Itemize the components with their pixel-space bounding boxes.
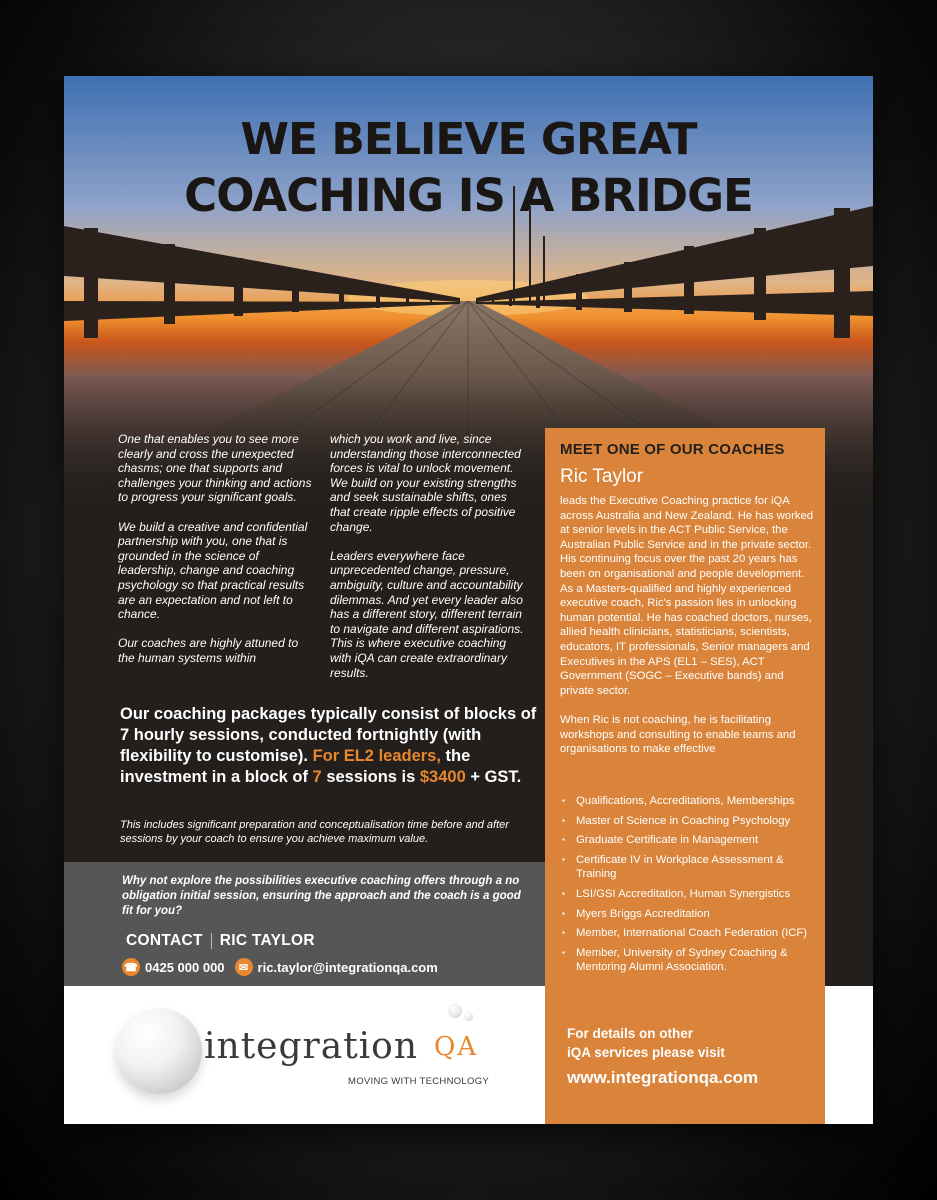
logo-text: integration (204, 1026, 419, 1067)
headline-line-1: WE BELIEVE GREAT (240, 114, 697, 165)
contact-label: CONTACT (126, 932, 203, 949)
details-line-2: iQA services please visit (567, 1045, 725, 1060)
list-item: ▪ Member, University of Sydney Coaching & Mentoring Alumni Association. (560, 946, 816, 975)
phone-number[interactable]: 0425 000 000 (145, 959, 225, 975)
contact-name: RIC TAYLOR (219, 932, 315, 949)
divider (211, 933, 212, 949)
list-item: ▪ Master of Science in Coaching Psychology (560, 814, 816, 829)
price: $3400 (419, 768, 466, 786)
column1-paragraph-3: Our coaches are highly attuned to the human systems within (118, 636, 299, 665)
list-item: ▪ Certificate IV in Workplace Assessment & Training (560, 853, 816, 882)
coach-heading: MEET ONE OF OUR COACHES (560, 441, 785, 458)
email-address[interactable]: ric.taylor@integrationqa.com (257, 959, 438, 975)
coach-bio (560, 494, 816, 771)
column1-paragraph-1: One that enables you to see more clearly and cross the unexpected chasms; one that supports and challenges your thinking and actions to progress your significant goals. (118, 432, 312, 505)
column1-paragraph-2: We build a creative and confidential partnership with you, one that is grounded in the science of leadership, change and coaching psychology so that practical results are an expectation and not left to chance. (118, 519, 308, 622)
details-text (567, 1024, 725, 1062)
package-offer (120, 704, 540, 788)
contact-details (122, 958, 438, 976)
package-text-1: Our coaching packages typically consist of blocks of 7 hourly sessions, conducted fortnightly (with flexibility to customise). (120, 705, 537, 765)
package-note: This includes significant preparation and conceptualisation time before and after sessions by your coach to ensure you achieve maximum value. (120, 819, 509, 845)
column2-paragraph-1: which you work and live, since understanding those interconnected forces is vital to unlock movement. We build on your existing strengths and seek sustainable shifts, ones that create ripple effects of positive change. (330, 432, 521, 534)
sessions-count: 7 (312, 768, 322, 786)
list-item: ▪ Graduate Certificate in Management (560, 833, 816, 848)
package-text-2: the investment in a block of (120, 747, 471, 786)
details-line-1: For details on other (567, 1026, 694, 1041)
list-item: ▪ Myers Briggs Accreditation (560, 907, 816, 922)
flyer (64, 76, 873, 1124)
body-column-1 (118, 432, 318, 680)
logo-bubble-icon (448, 1004, 462, 1018)
column2-paragraph-2: Leaders everywhere face unprecedented change, pressure, ambiguity, culture and accountability dilemmas. And yet every leader also has a different story, different terrain to navigate and different aspirations. This is where executive coaching with iQA can create extraordinary results. (330, 548, 524, 680)
list-item: ▪ Member, International Coach Federation (ICF) (560, 926, 816, 941)
package-text-3: sessions is (321, 768, 420, 786)
contact-band (64, 862, 545, 986)
phone-icon: ☎ (122, 958, 140, 976)
coach-panel (545, 428, 825, 1124)
mail-icon: ✉ (235, 958, 253, 976)
invite-text: Why not explore the possibilities executive coaching offers through a no obligation initial session, ensuring the approach and the coach is a good fit for you? (122, 875, 521, 917)
headline-line-2: COACHING IS A BRIDGE (184, 169, 753, 222)
coach-bio-paragraph-1: leads the Executive Coaching practice for iQA across Australia and New Zealand. He has worked at senior levels in the ACT Public Service, the Australian Public Service and in the private sector. His continuing focus over the past 20 years has been on organisational and people development. As a Masters-qualified and highly experienced executive coach, Ric's passion lies in unlocking human potential. He has coached doctors, nurses, allied health clinicians, statisticians, scientists, educators, IT professionals, Senior managers and Executives in the APS (EL1 – SES), ACT Government (SOGC – Executive bands) and private sector. (560, 495, 814, 697)
body-column-2 (330, 432, 530, 695)
headline (64, 112, 873, 224)
list-item: ▪ LSI/GSI Accreditation, Human Synergistics (560, 887, 816, 902)
coach-bio-paragraph-2: When Ric is not coaching, he is facilitating workshops and consulting to enable teams and organisations to make effective (560, 713, 796, 756)
logo-qa: QA (434, 1032, 479, 1062)
logo-bubble-icon (464, 1012, 473, 1021)
contact-line (126, 932, 315, 950)
package-text-4: + GST. (465, 768, 522, 786)
list-item: ▪ Qualifications, Accreditations, Memberships (560, 794, 816, 809)
website-link[interactable]: www.integrationqa.com (567, 1068, 759, 1087)
el2-highlight: For EL2 leaders, (312, 747, 441, 765)
logo-sphere-icon (116, 1008, 202, 1094)
logo-tagline: MOVING WITH TECHNOLOGY (348, 1076, 490, 1087)
credentials-list (560, 794, 816, 980)
coach-name: Ric Taylor (560, 466, 644, 487)
